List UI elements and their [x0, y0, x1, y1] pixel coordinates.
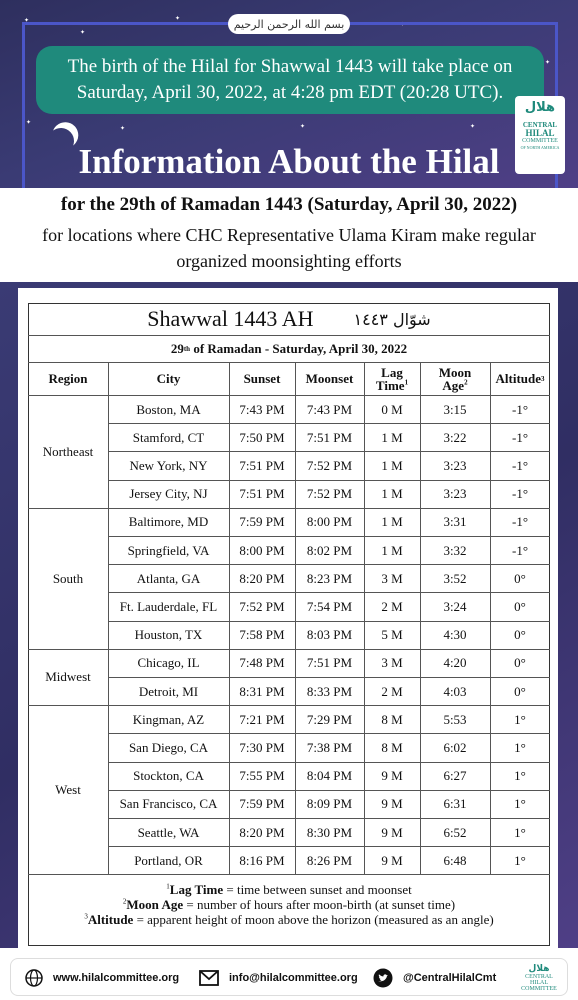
column-header: [295, 362, 364, 395]
table-cell: 7:50 PM: [239, 429, 285, 445]
table-cell: Detroit, MI: [138, 683, 199, 699]
table-cell: 1 M: [381, 457, 403, 473]
table-cell: 8:31 PM: [239, 683, 285, 699]
table-cell: Jersey City, NJ: [129, 486, 208, 502]
footer-logo-text1: CENTRAL: [525, 974, 553, 980]
column-header-label: Altitude: [495, 371, 541, 386]
table-cell: 4:20: [443, 655, 467, 671]
star-icon: ✦: [120, 126, 126, 132]
column-header-label: Moonset: [305, 371, 354, 386]
region-label: Northeast: [42, 443, 94, 459]
table-cell: 7:43 PM: [306, 401, 353, 417]
table-cell: 8:16 PM: [239, 852, 285, 868]
table-cell: 8 M: [381, 711, 403, 727]
table-cell: 0°: [514, 655, 526, 671]
table-cell: 7:43 PM: [239, 401, 285, 417]
table-cell: 7:51 PM: [239, 457, 285, 473]
table-cell: 3:31: [443, 514, 467, 530]
month-title-arabic: شوّال ١٤٤٣: [353, 309, 431, 329]
footer-logo-text3: COMMITTEE: [521, 986, 557, 992]
column-header: [364, 362, 420, 395]
table-cell: 9 M: [381, 852, 403, 868]
table-cell: 0°: [514, 627, 526, 643]
email-link[interactable]: info@hilalcommittee.org: [229, 972, 358, 984]
table-cell: 7:48 PM: [239, 655, 285, 671]
table-cell: Houston, TX: [134, 627, 203, 643]
table-cell: 2 M: [381, 598, 403, 614]
logo-line1: CENTRAL: [522, 121, 558, 129]
footer-twitter[interactable]: [373, 959, 496, 997]
table-cell: 4:03: [443, 683, 467, 699]
table-cell: 7:54 PM: [306, 598, 353, 614]
logo-line4: OF NORTH AMERICA: [520, 145, 560, 150]
star-icon: ✦: [175, 16, 181, 22]
star-icon: ✦: [26, 120, 32, 126]
column-header-label: Lag Time$^1$: [375, 364, 409, 393]
announcement-text: The birth of the Hilal for Shawwal 1443 will take place on Saturday, April 30, 2022, at 4:28 pm EDT (20:28 UTC).: [67, 56, 513, 103]
table-cell: 8:26 PM: [306, 852, 353, 868]
star-icon: ✦: [300, 124, 306, 130]
table-cell: 5:53: [443, 711, 467, 727]
table-cell: 8:02 PM: [306, 542, 353, 558]
column-header: [108, 362, 229, 395]
table-cell: 8:03 PM: [306, 627, 353, 643]
table-cell: 6:48: [443, 852, 467, 868]
month-title: [28, 303, 550, 335]
table-cell: 7:52 PM: [306, 457, 353, 473]
table-cell: 6:27: [443, 768, 467, 784]
footer-bar: [10, 958, 568, 996]
bismillah: بسم الله الرحمن الرحيم: [228, 14, 350, 34]
twitter-icon: [373, 968, 393, 988]
table-cell: 7:51 PM: [306, 655, 353, 671]
table-cell: Seattle, WA: [137, 824, 200, 840]
logo-line3: COMMITTEE: [522, 138, 558, 144]
table-cell: 7:51 PM: [306, 429, 353, 445]
star-icon: ✦: [80, 30, 86, 36]
column-header-label: Region: [48, 371, 88, 386]
column-header: [28, 362, 108, 395]
table-cell: Boston, MA: [136, 401, 201, 417]
table-cell: 6:31: [443, 796, 467, 812]
table-cell: 7:52 PM: [306, 486, 353, 502]
page-title: Information About the Hilal: [78, 142, 500, 181]
table-cell: 7:59 PM: [239, 796, 285, 812]
table-cell: 7:52 PM: [239, 598, 285, 614]
note-moon-age: $^2$Moon Age = number of hours after moon-birth (at sunset time): [122, 897, 456, 912]
month-title-text: Shawwal 1443 AH: [147, 306, 314, 331]
table-cell: Baltimore, MD: [128, 514, 209, 530]
table-cell: 3:52: [443, 570, 467, 586]
table-cell: 1°: [514, 768, 526, 784]
footer-logo: [514, 962, 564, 994]
announcement-banner: [36, 46, 544, 114]
table-cell: 1 M: [381, 429, 403, 445]
mail-icon: [199, 970, 219, 986]
table-cell: 3:23: [443, 457, 467, 473]
table-cell: Atlanta, GA: [136, 570, 201, 586]
table-cell: 3 M: [381, 655, 403, 671]
twitter-handle[interactable]: @CentralHilalCmt: [403, 972, 497, 984]
table-cell: 7:55 PM: [239, 768, 285, 784]
website-link[interactable]: www.hilalcommittee.org: [53, 972, 180, 984]
table-cell: -1°: [511, 514, 529, 530]
table-cell: 1°: [514, 739, 526, 755]
table-cell: 1 M: [381, 514, 403, 530]
footer-logo-arabic: هلال: [528, 964, 550, 974]
table-notes: [28, 882, 550, 927]
table-cell: 3:32: [443, 542, 467, 558]
region-label: West: [55, 782, 81, 798]
table-cell: 3:15: [443, 401, 467, 417]
date-day: 29: [170, 340, 184, 356]
star-icon: ✦: [545, 60, 551, 66]
table-cell: New York, NY: [129, 457, 208, 473]
table-cell: 8:20 PM: [239, 824, 285, 840]
table-cell: 8:00 PM: [306, 514, 353, 530]
table-cell: 0°: [514, 683, 526, 699]
globe-icon: [25, 969, 43, 987]
logo-arabic: هلال: [524, 100, 556, 115]
table-cell: 7:58 PM: [239, 627, 285, 643]
region-label: South: [52, 570, 84, 586]
footer-email[interactable]: [199, 959, 358, 997]
table-cell: 6:02: [443, 739, 467, 755]
table-cell: 0 M: [381, 401, 403, 417]
table-cell: 4:30: [443, 627, 467, 643]
table-cell: 1 M: [381, 486, 403, 502]
table-cell: 7:21 PM: [239, 711, 285, 727]
table-cell: 7:59 PM: [239, 514, 285, 530]
column-header-label: Sunset: [243, 371, 281, 386]
table-cell: 9 M: [381, 796, 403, 812]
footer-logo-text2: HILAL: [530, 980, 548, 986]
note-lag-time: $^1$Lag Time = time between sunset and moonset: [166, 882, 412, 897]
table-cell: 8:30 PM: [306, 824, 353, 840]
table-cell: 8:20 PM: [239, 570, 285, 586]
table-cell: -1°: [511, 429, 529, 445]
table-cell: 8:04 PM: [306, 768, 353, 784]
table-cell: Chicago, IL: [137, 655, 200, 671]
table-cell: 1°: [514, 796, 526, 812]
table-cell: 1°: [514, 711, 526, 727]
note-altitude: $^3$Altitude = apparent height of moon above the horizon (measured as an angle): [84, 912, 494, 927]
date-rest: of Ramadan - Saturday, April 30, 2022: [190, 340, 408, 356]
table-cell: 9 M: [381, 824, 403, 840]
table-cell: 7:38 PM: [306, 739, 353, 755]
table-cell: 8 M: [381, 739, 403, 755]
table-cell: 2 M: [381, 683, 403, 699]
table-cell: Stamford, CT: [132, 429, 205, 445]
column-header: Altitude 3: [495, 371, 545, 386]
table-cell: 5 M: [381, 627, 403, 643]
table-cell: 3 M: [381, 570, 403, 586]
table-cell: Springfield, VA: [127, 542, 210, 558]
table-cell: 3:23: [443, 486, 467, 502]
table-cell: 1 M: [381, 542, 403, 558]
table-rule: [28, 335, 550, 336]
footer-website[interactable]: [25, 959, 179, 997]
region-label: Midwest: [45, 669, 91, 685]
table-cell: 3:24: [443, 598, 467, 614]
table-cell: 8:33 PM: [306, 683, 353, 699]
table-cell: 8:00 PM: [239, 542, 285, 558]
column-header: [420, 362, 490, 395]
table-cell: Ft. Lauderdale, FL: [119, 598, 218, 614]
table-cell: 6:52: [443, 824, 467, 840]
subtitle-date: for the 29th of Ramadan 1443 (Saturday, April 30, 2022): [60, 194, 518, 215]
table-cell: 0°: [514, 570, 526, 586]
table-cell: San Francisco, CA: [119, 796, 218, 812]
column-header: [229, 362, 295, 395]
column-header-label: City: [156, 371, 181, 386]
table-cell: -1°: [511, 457, 529, 473]
table-cell: -1°: [511, 401, 529, 417]
table-cell: 1°: [514, 824, 526, 840]
table-cell: 1°: [514, 852, 526, 868]
table-cell: 7:30 PM: [239, 739, 285, 755]
table-cell: San Diego, CA: [128, 739, 209, 755]
table-date: 29 th of Ramadan - Saturday, April 30, 2022: [170, 340, 408, 356]
table-cell: 7:29 PM: [306, 711, 353, 727]
table-cell: -1°: [511, 486, 529, 502]
table-cell: 0°: [514, 598, 526, 614]
table-cell: Stockton, CA: [133, 768, 204, 784]
subtitle-description: for locations where CHC Representative Ulama Kiram make regular organized moonsighting efforts: [42, 225, 536, 271]
table-cell: -1°: [511, 542, 529, 558]
table-cell: 8:09 PM: [306, 796, 353, 812]
table-cell: Kingman, AZ: [132, 711, 205, 727]
table-cell: 3:22: [443, 429, 467, 445]
table-cell: Portland, OR: [134, 852, 203, 868]
star-icon: ✦: [24, 18, 30, 24]
star-icon: ✦: [470, 124, 476, 130]
column-header-label: Moon Age$^2$: [438, 364, 472, 393]
table-cell: 8:23 PM: [306, 570, 353, 586]
table-cell: 9 M: [381, 768, 403, 784]
table-cell: 7:51 PM: [239, 486, 285, 502]
star-icon: ✦: [400, 22, 406, 28]
logo-line2: HILAL: [525, 128, 555, 138]
